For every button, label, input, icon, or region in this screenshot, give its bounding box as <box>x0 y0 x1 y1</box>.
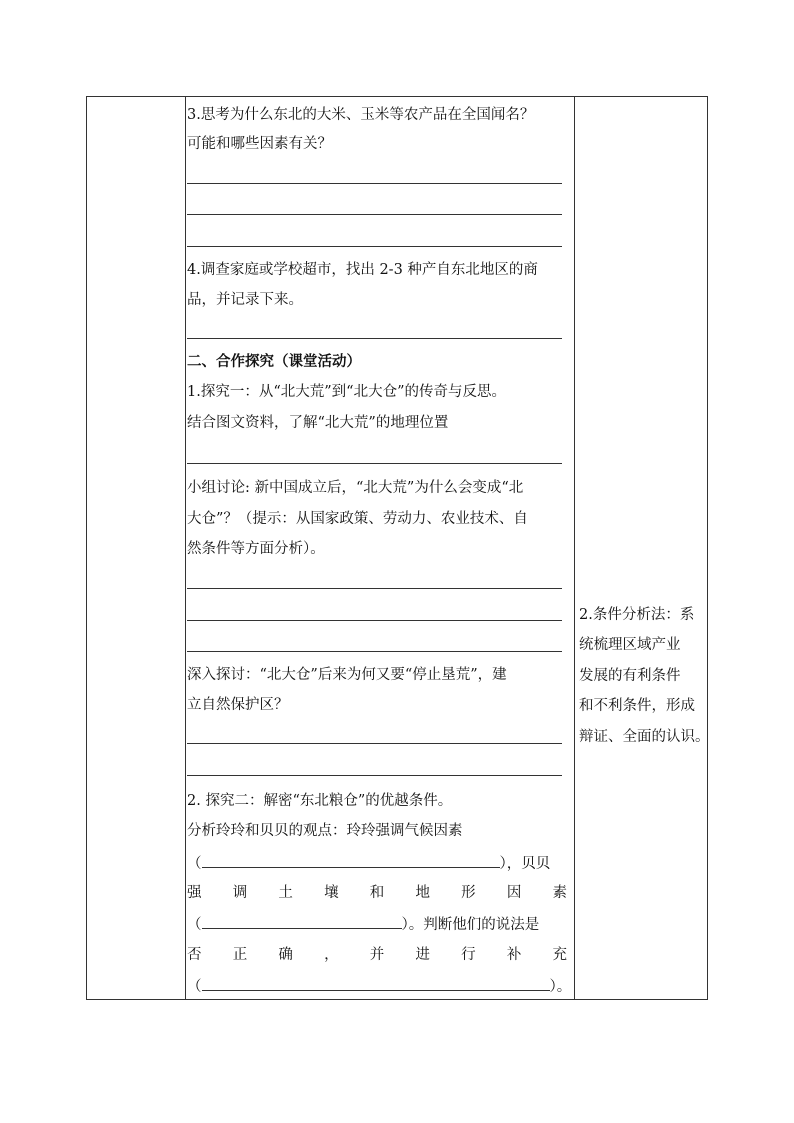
fill-blank-supplement[interactable] <box>202 975 550 991</box>
spread-char: 进 <box>415 947 430 963</box>
question-4-line-1: 4.调查家庭或学校超市，找出 2-3 种产自东北地区的商 <box>187 262 538 278</box>
fill-blank-climate[interactable] <box>202 852 500 868</box>
answer-line[interactable] <box>187 620 562 621</box>
answer-line[interactable] <box>187 246 562 247</box>
inquiry-1-line-2: 结合图文资料，了解“北大荒”的地理位置 <box>187 415 449 431</box>
column-divider-right <box>574 97 575 999</box>
inquiry-1-line-1: 1.探究一：从“北大荒”到“北大仓”的传奇与反思。 <box>187 384 506 400</box>
spread-char: 素 <box>552 885 567 901</box>
spread-char: 土 <box>278 885 293 901</box>
answer-line[interactable] <box>187 463 562 464</box>
group-discussion-line-2: 大仓”？（提示：从国家政策、劳动力、农业技术、自 <box>187 511 528 527</box>
answer-line[interactable] <box>187 338 562 339</box>
open-paren: （ <box>187 917 202 933</box>
answer-line[interactable] <box>187 743 562 744</box>
spread-char: 否 <box>187 947 202 963</box>
fill-line-supplement <box>187 975 571 997</box>
deep-discussion-line-1: 深入探讨：“北大仓”后来为何又要“停止垦荒”，建 <box>187 667 507 683</box>
close-paren-text: ）。判断他们的说法是 <box>401 917 540 933</box>
question-3-line-1: 3.思考为什么东北的大米、玉米等农产品在全国闻名？ <box>187 107 535 123</box>
answer-line[interactable] <box>187 183 562 184</box>
section-2-title: 二、合作探究（课堂活动） <box>187 353 361 370</box>
column-divider-left <box>185 97 186 999</box>
close-paren-text: ），贝贝 <box>499 856 551 872</box>
spread-char: 强 <box>187 885 202 901</box>
spread-char: 行 <box>461 947 476 963</box>
spread-char: ， <box>324 947 339 963</box>
answer-line[interactable] <box>187 214 562 215</box>
answer-line[interactable] <box>187 651 562 652</box>
open-paren: （ <box>187 979 202 995</box>
fill-blank-soil[interactable] <box>202 913 402 929</box>
spread-char: 确 <box>278 947 293 963</box>
answer-line[interactable] <box>187 775 562 776</box>
spread-char: 壤 <box>324 885 339 901</box>
fill-line-soil <box>187 913 539 935</box>
group-discussion-line-1: 小组讨论: 新中国成立后，“北大荒”为什么会变成“北 <box>187 480 524 496</box>
method-note-line: 统梳理区域产业 <box>579 637 681 653</box>
spread-line-judge <box>187 945 567 965</box>
spread-char: 补 <box>506 947 522 963</box>
spread-char: 充 <box>552 947 567 963</box>
method-note-line: 和不利条件，形成 <box>579 698 695 714</box>
method-note-line: 辩证、全面的认识。 <box>579 729 710 745</box>
fill-line-climate <box>187 852 550 874</box>
spread-char: 正 <box>232 947 248 963</box>
spread-char: 和 <box>369 885 385 901</box>
deep-discussion-line-2: 立自然保护区？ <box>187 697 289 713</box>
spread-char: 调 <box>232 885 248 901</box>
close-paren-text: ）。 <box>549 979 572 995</box>
question-3-line-2: 可能和哪些因素有关？ <box>187 136 332 152</box>
lesson-table <box>86 96 708 1000</box>
inquiry-2-line-1: 2. 探究二：解密“东北粮仓”的优越条件。 <box>187 793 453 809</box>
method-note-line: 2.条件分析法：系 <box>579 607 695 623</box>
group-discussion-line-3: 然条件等方面分析）。 <box>187 541 325 557</box>
spread-char: 并 <box>369 947 385 963</box>
spread-char: 形 <box>461 885 476 901</box>
answer-line[interactable] <box>187 588 562 589</box>
spread-char: 因 <box>506 885 522 901</box>
open-paren: （ <box>187 856 202 872</box>
question-4-line-2: 品，并记录下来。 <box>187 292 303 308</box>
inquiry-2-line-2: 分析玲玲和贝贝的观点：玲玲强调气候因素 <box>187 823 463 839</box>
method-note-line: 发展的有利条件 <box>579 668 681 684</box>
spread-char: 地 <box>415 885 430 901</box>
spread-line-soil <box>187 883 567 903</box>
